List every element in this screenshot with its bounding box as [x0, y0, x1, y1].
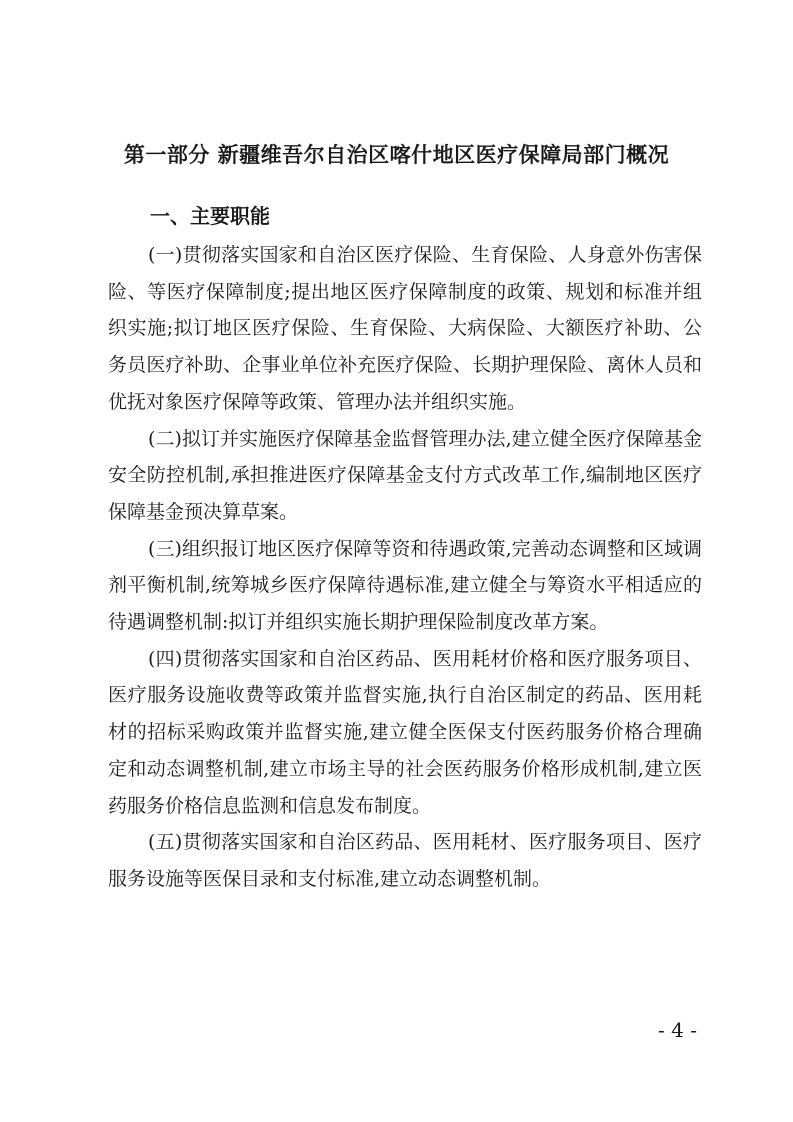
paragraph-5: (五)贯彻落实国家和自治区药品、医用耗材、医疗服务项目、医疗服务设施等医保目录和支付标准,建立动态调整机制。: [108, 831, 702, 890]
page-title: 第一部分 新疆维吾尔自治区喀什地区医疗保障局部门概况: [123, 143, 670, 167]
paragraph-1: (一)贯彻落实国家和自治区医疗保险、生育保险、人身意外伤害保险、等医疗保障制度;提出地区医疗保障制度的政策、规划和标准并组织实施;拟订地区医疗保险、生育保险、大病保险、大额医疗补助、公务员医疗补助、企事业单位补充医疗保险、长期护理保险、离休人员和优抚对象医疗保障等政策、管理办法并组织实施。: [108, 244, 702, 413]
paragraph-3: (三)组织报订地区医疗保障等资和待遇政策,完善动态调整和区域调剂平衡机制,统筹城乡医疗保障待遇标准,建立健全与筹资水平相适应的待遇调整机制:拟订并组织实施长期护理保险制度改革方案。: [108, 537, 702, 634]
page-number: - 4 -: [658, 1018, 697, 1042]
section-heading: 一、主要职能: [150, 204, 270, 228]
paragraph-2: (二)拟订并实施医疗保障基金监督管理办法,建立健全医疗保障基金安全防控机制,承担推进医疗保障基金支付方式改革工作,编制地区医疗保障基金预决算草案。: [108, 427, 702, 523]
body-text: [108, 237, 702, 898]
paragraph-4: (四)贯彻落实国家和自治区药品、医用耗材价格和医疗服务项目、医疗服务设施收费等政策并监督实施,执行自治区制定的药品、医用耗材的招标采购政策并监督实施,建立健全医保支付医药服务价格合理确定和动态调整机制,建立市场主导的社会医药服务价格形成机制,建立医药服务价格信息监测和信息发布制度。: [108, 647, 702, 817]
